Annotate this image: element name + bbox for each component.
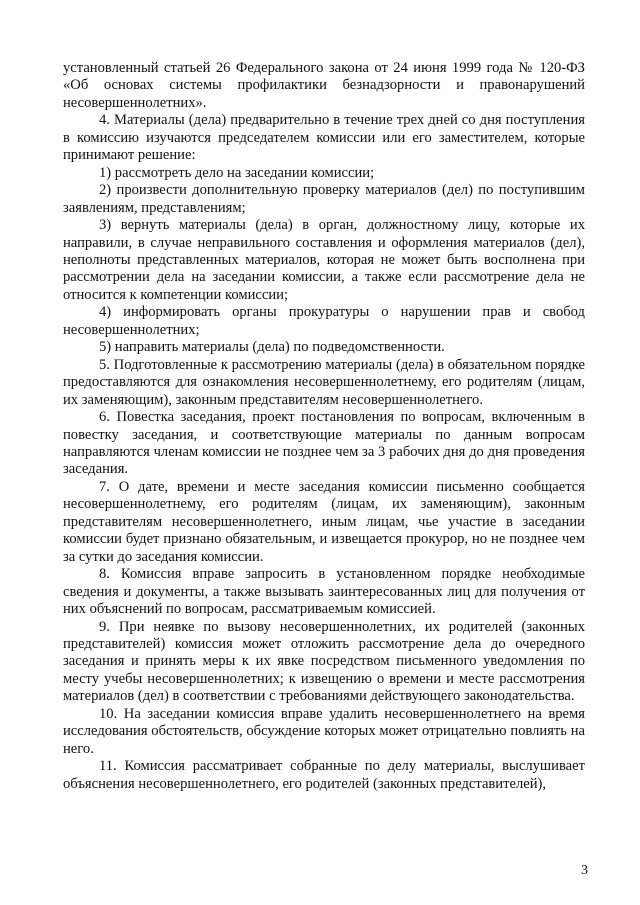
paragraph-item-8: 8. Комиссия вправе запросить в установленном порядке необходимые сведения и документы, а также вызывать заинтересованных лиц для получения от них объяснений по вопросам, рассматриваемым комиссией.	[63, 566, 585, 618]
paragraph-item-4: 4. Материалы (дела) предварительно в течение трех дней со дня поступления в комиссию изучаются председателем комиссии или его заместителем, которые принимают решение:	[63, 112, 585, 164]
paragraph-subitem-2: 2) произвести дополнительную проверку материалов (дел) по поступившим заявлениям, представлениям;	[63, 182, 585, 216]
page-number: 3	[581, 863, 588, 878]
paragraph-item-5: 5. Подготовленные к рассмотрению материалы (дела) в обязательном порядке предоставляются для ознакомления несовершеннолетнему, его родителям (лицам, их заменяющим), законным представителям несовершеннолетнего.	[63, 356, 585, 408]
paragraph-item-6: 6. Повестка заседания, проект постановления по вопросам, включенным в повестку заседания, и соответствующие материалы по данным вопросам направляются членам комиссии не позднее чем за 3 рабочих дня до дня проведения заседания.	[63, 409, 585, 478]
paragraph-continuation: установленный статьей 26 Федерального закона от 24 июня 1999 года № 120-ФЗ «Об основах системы профилактики безнадзорности и правонарушений несовершеннолетних».	[63, 60, 585, 111]
paragraph-subitem-4: 4) информировать органы прокуратуры о нарушении прав и свобод несовершеннолетних;	[63, 304, 585, 338]
paragraph-subitem-3: 3) вернуть материалы (дела) в орган, должностному лицу, которые их направили, в случае неправильного составления и оформления материалов (дел), неполноты представленных материалов, которая не может быть восполнена при рассмотрении дела на заседании комиссии, а также если рассмотрение дела не относится к компетенции комиссии;	[63, 217, 585, 303]
paragraph-item-7: 7. О дате, времени и месте заседания комиссии письменно сообщается несовершеннолетнему, его родителям (лицам, их заменяющим), законным представителям несовершеннолетнего, иным лицам, чье участие в заседании комиссии будет признано обязательным, и извещается прокурор, но не позднее чем за сутки до заседания комиссии.	[63, 478, 585, 565]
paragraph-item-10: 10. На заседании комиссия вправе удалить несовершеннолетнего на время исследования обстоятельств, обсуждение которых может отрицательно повлиять на него.	[63, 705, 585, 757]
document-page	[63, 60, 585, 793]
paragraph-item-11: 11. Комиссия рассматривает собранные по делу материалы, выслушивает объяснения несовершеннолетнего, его родителей (законных представителей),	[63, 758, 585, 792]
paragraph-item-9: 9. При неявке по вызову несовершеннолетних, их родителей (законных представителей) комиссия может отложить рассмотрение дела до очередного заседания и принять меры к их явке посредством письменного уведомления по месту учебы несовершеннолетних; к извещению о времени и месте рассмотрения материалов (дел) в соответствии с требованиями действующего законодательства.	[63, 618, 585, 705]
paragraph-subitem-1: 1) рассмотреть дело на заседании комиссии;	[99, 164, 375, 181]
paragraph-subitem-5: 5) направить материалы (дела) по подведомственности.	[99, 339, 445, 356]
